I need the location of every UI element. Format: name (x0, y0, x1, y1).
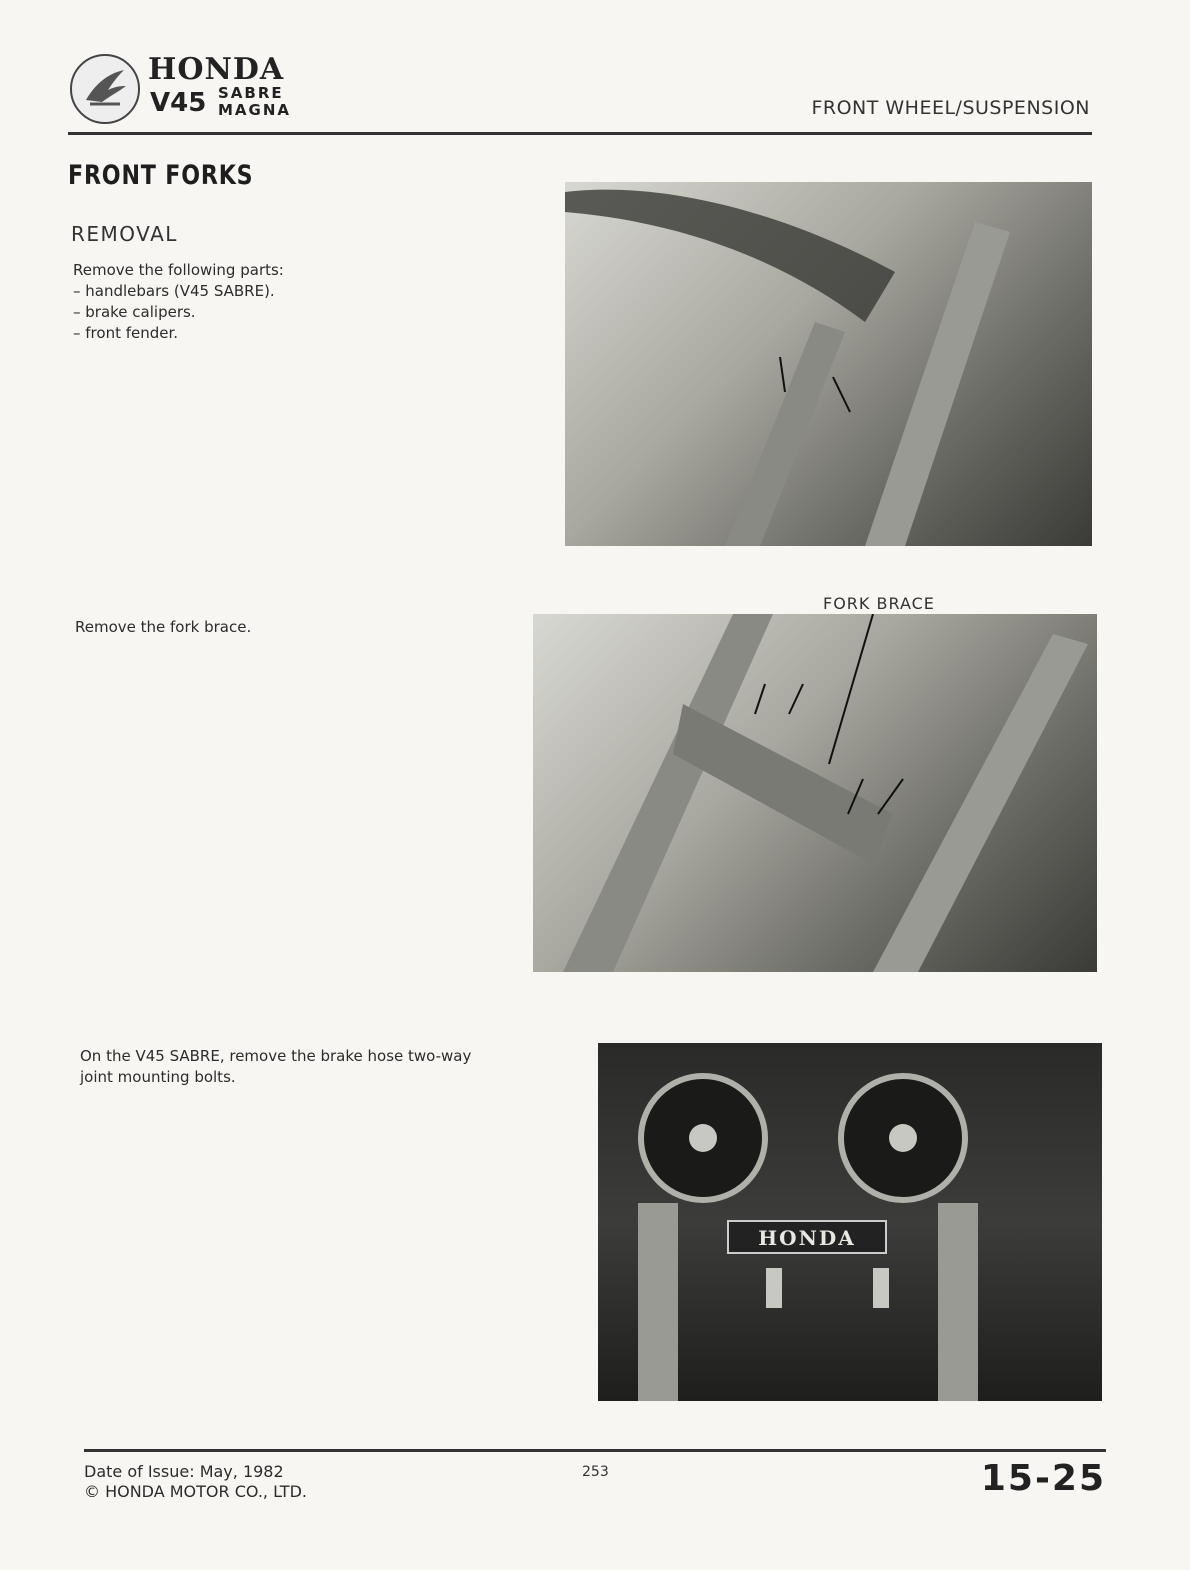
model-name: V45 (150, 88, 207, 118)
photo-fork-brace (533, 614, 1097, 972)
headlight-area-illustration (598, 1043, 1102, 1401)
step2-text: Remove the fork brace. (75, 618, 252, 636)
header-divider (68, 132, 1092, 135)
chapter-page-number: 15-25 (980, 1458, 1106, 1499)
step1-item-3: – front fender. (73, 324, 179, 342)
honda-emblem-text: HONDA (758, 1226, 856, 1250)
footer-divider (84, 1449, 1106, 1452)
variant-magna: MAGNA (218, 101, 292, 119)
step3-line-1: On the V45 SABRE, remove the brake hose two-way (80, 1047, 472, 1065)
page-subtitle: REMOVAL (71, 222, 178, 246)
step1-item-1: – handlebars (V45 SABRE). (73, 282, 275, 300)
step1-intro: Remove the following parts: (73, 261, 284, 279)
brand-name: HONDA (148, 52, 285, 87)
section-title: FRONT WHEEL/SUSPENSION (811, 97, 1090, 119)
fork-tubes-illustration (565, 182, 1092, 546)
issue-date: Date of Issue: May, 1982 (84, 1462, 284, 1481)
step1-text (73, 260, 284, 344)
page-title: FRONT FORKS (68, 160, 254, 191)
honda-wing-logo (70, 54, 140, 124)
step1-item-2: – brake calipers. (73, 303, 196, 321)
page-number: 253 (582, 1464, 609, 1480)
fork-brace-callout: FORK BRACE (823, 594, 935, 613)
step3-line-2: joint mounting bolts. (80, 1068, 236, 1086)
variant-sabre: SABRE (218, 84, 284, 102)
photo-front-fender-bolts (565, 182, 1092, 546)
wing-icon (72, 56, 138, 122)
step3-text (80, 1046, 471, 1088)
photo-brake-hose-joint (598, 1043, 1102, 1401)
copyright: © HONDA MOTOR CO., LTD. (84, 1482, 307, 1501)
fork-brace-illustration (533, 614, 1097, 972)
